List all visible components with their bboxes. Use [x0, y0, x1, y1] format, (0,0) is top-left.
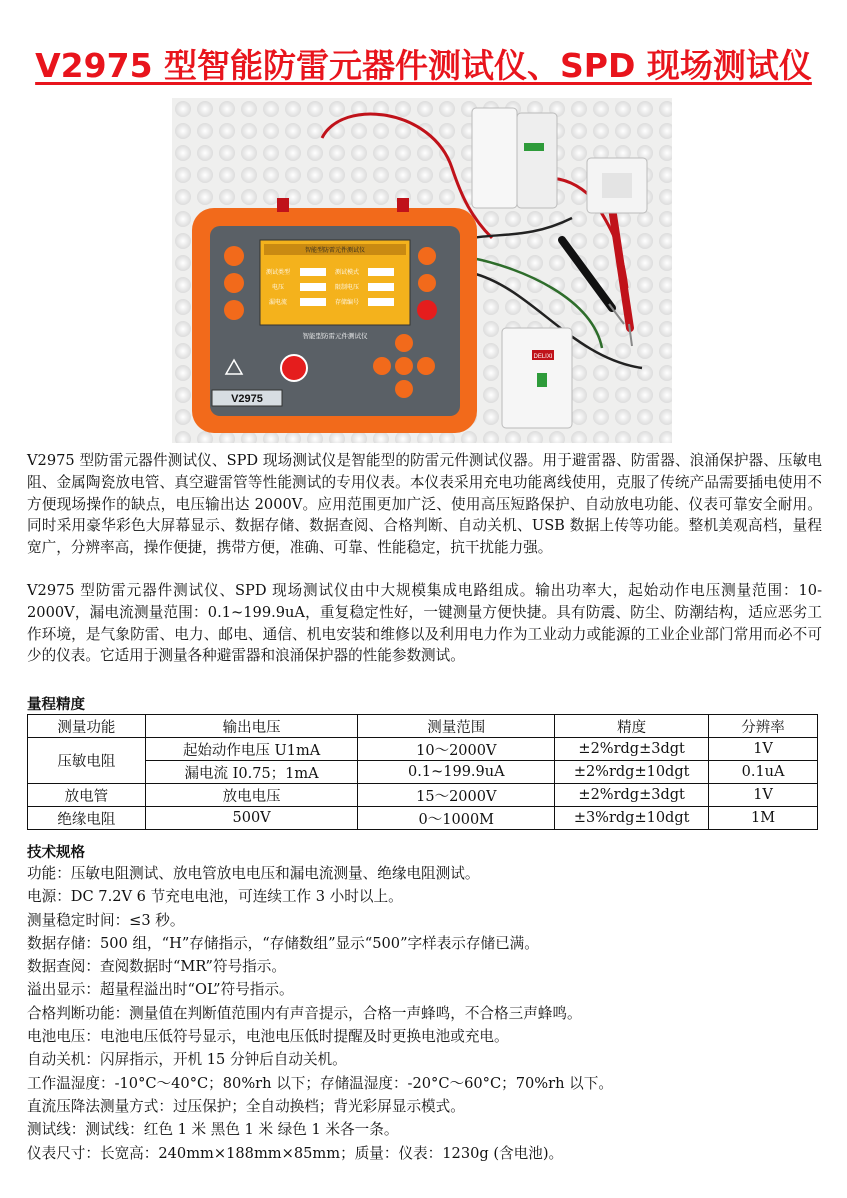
table-row	[28, 807, 818, 830]
screen-field-5: 漏电流	[268, 299, 288, 306]
spec-line: 电池电压：电池电压低符号显示，电池电压低时提醒及时更换电池或充电。	[27, 1028, 509, 1046]
table-cell: 0.1~199.9uA	[358, 761, 555, 784]
table-cell: ±2%rdg±3dgt	[555, 738, 709, 761]
spec-line: 自动关机：闪屏指示，开机 15 分钟后自动关机。	[27, 1051, 347, 1069]
screen-field-2: 测试模式	[334, 269, 360, 276]
product-photo	[172, 98, 672, 443]
table-cell: 漏电流 I0.75；1mA	[145, 761, 358, 784]
table-cell: 放电电压	[145, 784, 358, 807]
table-cell: 1V	[709, 738, 818, 761]
table-row	[28, 784, 818, 807]
accuracy-heading: 量程精度	[27, 697, 85, 713]
table-header: 输出电压	[145, 715, 358, 738]
table-cell: 放电管	[28, 784, 146, 807]
device-caption: 智能型防雷元件测试仪	[302, 332, 368, 340]
table-header-row	[28, 715, 818, 738]
screen-header: 智能型防雷元件测试仪	[304, 247, 366, 254]
table-cell: 1V	[709, 784, 818, 807]
screen-field-6: 存储编号	[334, 299, 360, 306]
table-cell: 绝缘电阻	[28, 807, 146, 830]
table-cell: 起始动作电压 U1mA	[145, 738, 358, 761]
accuracy-table	[27, 714, 818, 830]
spec-line: 数据查阅：查阅数据时“MR”符号指示。	[27, 958, 286, 976]
specs-heading: 技术规格	[27, 845, 85, 861]
spec-line: 功能：压敏电阻测试、放电管放电电压和漏电流测量、绝缘电阻测试。	[27, 865, 480, 882]
table-cell: 500V	[145, 807, 358, 830]
spd-module-bottom	[502, 328, 572, 428]
table-cell: 0～1000M	[358, 807, 555, 830]
spec-line: 电源：DC 7.2V 6 节充电电池，可连续工作 3 小时以上。	[27, 888, 403, 906]
brand-label: DELIXI	[533, 354, 553, 360]
spec-line: 合格判断功能：测量值在判断值范围内有声音提示，合格一声蜂鸣，不合格三声蜂鸣。	[27, 1004, 582, 1022]
screen-field-4: 限制电压	[334, 284, 360, 291]
table-cell: 0.1uA	[709, 761, 818, 784]
table-row	[28, 761, 818, 784]
spec-line: 测试线：测试线：红色 1 米 黑色 1 米 绿色 1 米各一条。	[27, 1121, 399, 1139]
spec-line: 直流压降法测量方式：过压保护；全自动换档；背光彩屏显示模式。	[27, 1097, 465, 1115]
spec-line: 测量稳定时间：≤3 秒。	[27, 911, 185, 929]
table-row	[28, 738, 818, 761]
table-cell: 1M	[709, 807, 818, 830]
spec-line: 溢出显示：超量程溢出时“OL”符号指示。	[27, 981, 294, 999]
intro-paragraph-2: V2975 型防雷元器件测试仪、SPD 现场测试仪由中大规模集成电路组成。输出功率大，起始动作电压测量范围：10-2000V，漏电流测量范围：0.1~199.9uA，重复稳定性好，一键测量方便快捷。具有防震、防尘、防潮结构，适应恶劣工作环境，是气象防雷、电力、邮电、通信、机电安装和维修以及利用电力作为工业动力或能源的工业企业部门常用而必不可少的仪表。它适用于测量各种避雷器和浪涌保护器的性能参数测试。	[27, 582, 822, 665]
table-cell: 压敏电阻	[28, 738, 146, 784]
page-title: V2975 型智能防雷元器件测试仪、SPD 现场测试仪	[35, 46, 812, 85]
tester-device	[192, 208, 477, 433]
screen-field-3: 电压	[271, 284, 285, 291]
table-cell: ±3%rdg±10dgt	[555, 807, 709, 830]
spec-line: 工作温湿度：-10°C～40°C；80%rh 以下；存储温湿度：-20°C～60°C；70%rh 以下。	[27, 1074, 613, 1092]
spec-line: 数据存储：500 组，“H”存储指示，“存储数组”显示“500”字样表示存储已满。	[27, 934, 539, 952]
table-header: 精度	[555, 715, 709, 738]
specs-list	[27, 862, 827, 1165]
table-header: 分辨率	[709, 715, 818, 738]
intro-paragraph-1: V2975 型防雷元器件测试仪、SPD 现场测试仪是智能型的防雷元件测试仪器。用于避雷器、防雷器、浪涌保护器、压敏电阻、金属陶瓷放电管、真空避雷管等性能测试的专用仪表。本仪表采用充电功能离线使用，克服了传统产品需要插电使用不方便现场操作的缺点，电压输出达 2000V。应用范围更加广泛、使用高压短路保护、自动放电功能、仪表可靠安全耐用。同时采用豪华彩色大屏幕显示、数据存储、数据查阅、合格判断、自动关机、USB 数据上传等功能。整机美观高档，量程宽广，分辨率高，操作便捷，携带方便，准确、可靠、性能稳定，抗干扰能力强。	[27, 452, 822, 557]
table-header: 测量功能	[28, 715, 146, 738]
screen-field-1: 测试类型	[265, 269, 291, 276]
spd-module-top	[472, 108, 557, 208]
table-cell: 10～2000V	[358, 738, 555, 761]
spd-module-right	[587, 158, 647, 213]
table-cell: ±2%rdg±10dgt	[555, 761, 709, 784]
device-model-label: V2975	[231, 393, 263, 405]
table-header: 测量范围	[358, 715, 555, 738]
table-cell: 15～2000V	[358, 784, 555, 807]
table-cell: ±2%rdg±3dgt	[555, 784, 709, 807]
spec-line: 仪表尺寸：长宽高：240mm×188mm×85mm；质量：仪表：1230g (含电池)。	[27, 1144, 564, 1162]
